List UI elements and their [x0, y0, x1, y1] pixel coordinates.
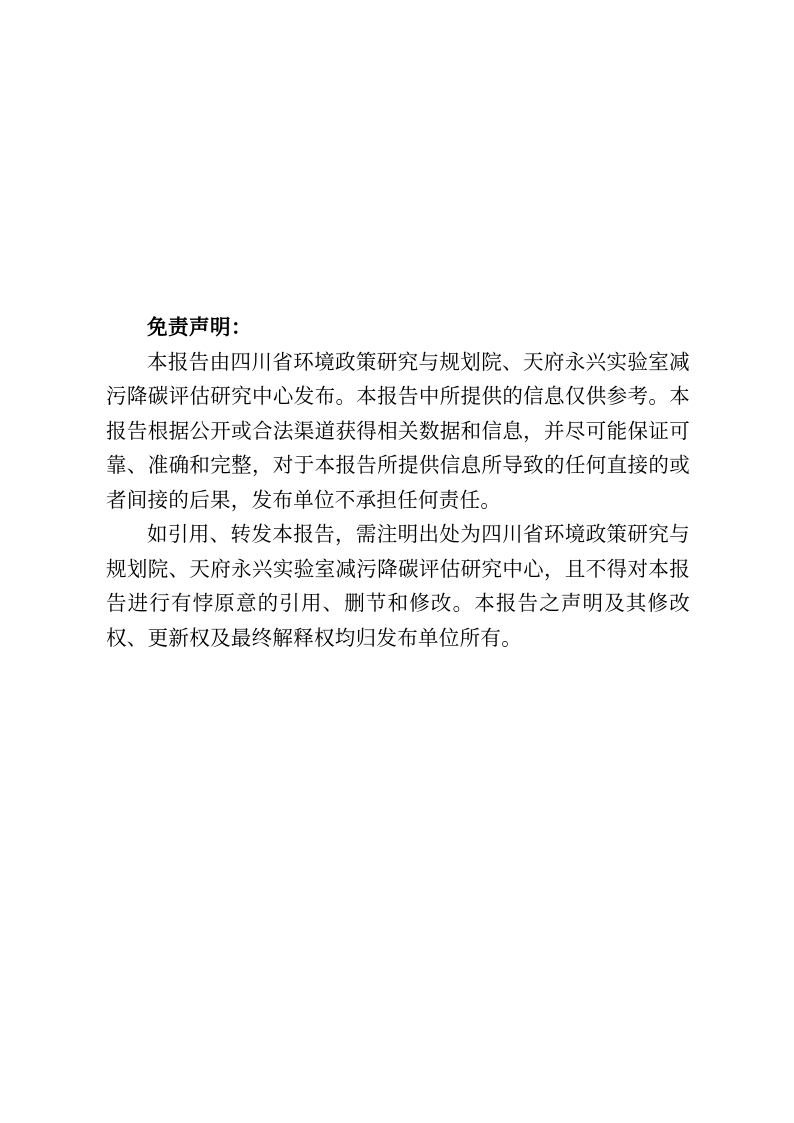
disclaimer-paragraph-1: 本报告由四川省环境政策研究与规划院、天府永兴实验室减污降碳评估研究中心发布。本报告中所提供的信息仅供参考。本报告根据公开或合法渠道获得相关数据和信息，并尽可能保证可靠、准确和完整，对于本报告所提供信息所导致的任何直接的或者间接的后果，发布单位不承担任何责任。 — [106, 349, 690, 512]
disclaimer-paragraph-2: 如引用、转发本报告，需注明出处为四川省环境政策研究与规划院、天府永兴实验室减污降碳评估研究中心，且不得对本报告进行有悖原意的引用、删节和修改。本报告之声明及其修改权、更新权及最终解释权均归发布单位所有。 — [106, 522, 690, 650]
disclaimer-section — [106, 310, 690, 655]
disclaimer-title: 免责声明： — [147, 315, 252, 339]
